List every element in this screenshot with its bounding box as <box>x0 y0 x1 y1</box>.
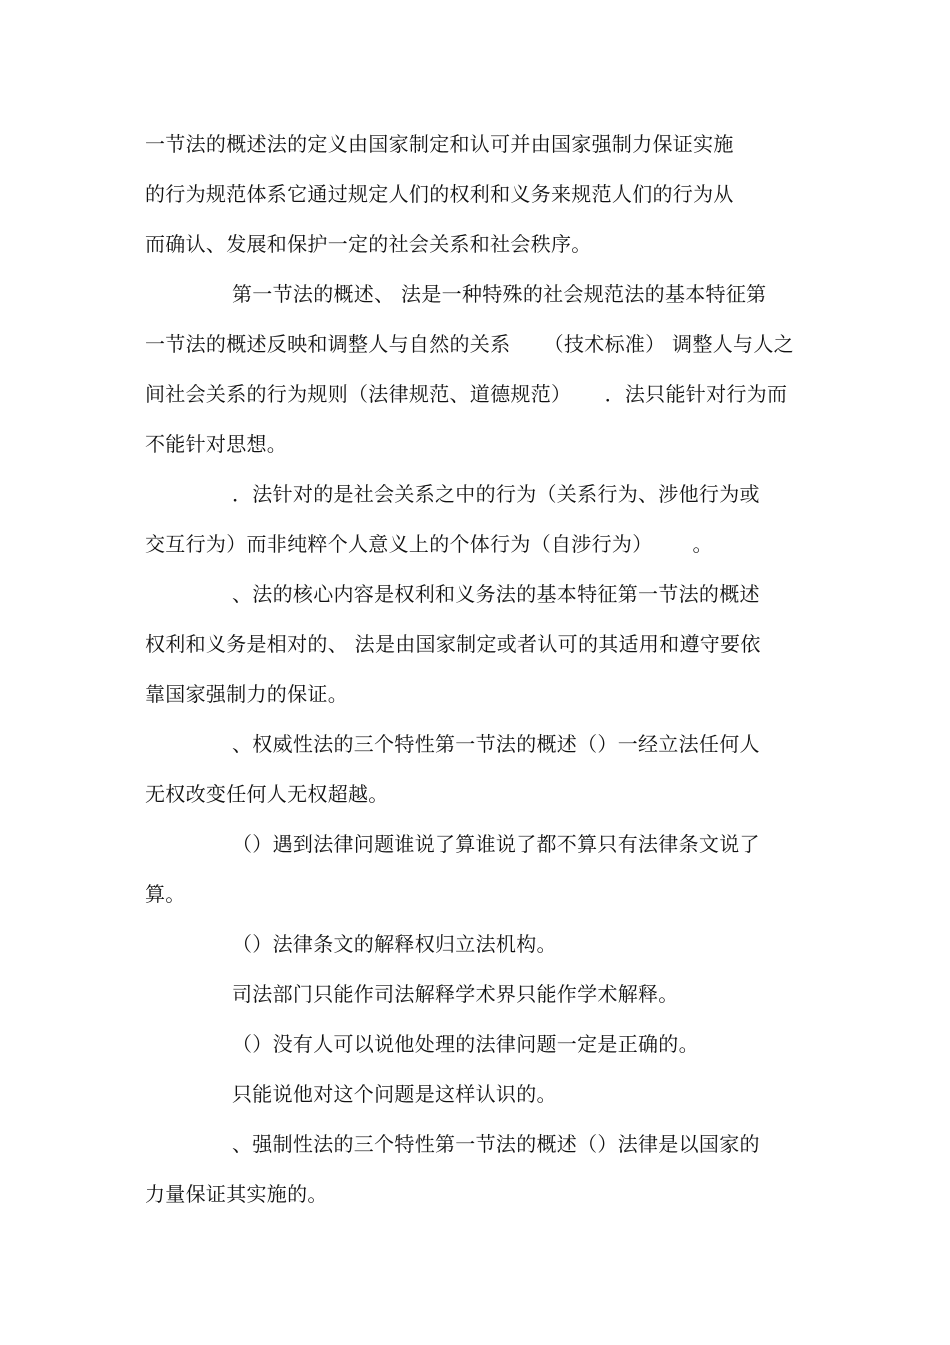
text-line: 交互行为）而非纯粹个人意义上的个体行为（自涉行为） 。 <box>145 532 713 556</box>
text-line: 无权改变任何人无权超越。 <box>145 782 389 806</box>
text-line: 第一节法的概述、 法是一种特殊的社会规范法的基本特征第 <box>232 282 767 306</box>
text-line: （）没有人可以说他处理的法律问题一定是正确的。 <box>232 1032 699 1056</box>
text-line: 间社会关系的行为规则（法律规范、道德规范） ．法只能针对行为而 <box>145 382 788 406</box>
text-line: 、权威性法的三个特性第一节法的概述（）一经立法任何人 <box>232 732 760 756</box>
text-line: 力量保证其实施的。 <box>145 1182 328 1206</box>
text-line: 权利和义务是相对的、 法是由国家制定或者认可的其适用和遵守要依 <box>145 632 761 656</box>
text-line: （）遇到法律问题谁说了算谁说了都不算只有法律条文说了 <box>232 832 760 856</box>
text-line: 一节法的概述法的定义由国家制定和认可并由国家强制力保证实施 <box>145 132 734 156</box>
text-line: 、法的核心内容是权利和义务法的基本特征第一节法的概述 <box>232 582 760 606</box>
text-line: 靠国家强制力的保证。 <box>145 682 348 706</box>
text-line: 不能针对思想。 <box>145 432 288 456</box>
text-line: 而确认、发展和保护一定的社会关系和社会秩序。 <box>145 232 592 256</box>
text-line: 算。 <box>145 882 186 906</box>
text-line: 的行为规范体系它通过规定人们的权利和义务来规范人们的行为从 <box>145 182 734 206</box>
text-line: 一节法的概述反映和调整人与自然的关系 （技术标准） 调整人与人之 <box>145 332 794 356</box>
text-line: 只能说他对这个问题是这样认识的。 <box>232 1082 557 1106</box>
text-line: ．法针对的是社会关系之中的行为（关系行为、涉他行为或 <box>232 482 760 506</box>
text-line: 、强制性法的三个特性第一节法的概述（）法律是以国家的 <box>232 1132 760 1156</box>
text-line: 司法部门只能作司法解释学术界只能作学术解释。 <box>232 982 679 1006</box>
text-line: （）法律条文的解释权归立法机构。 <box>232 932 557 956</box>
